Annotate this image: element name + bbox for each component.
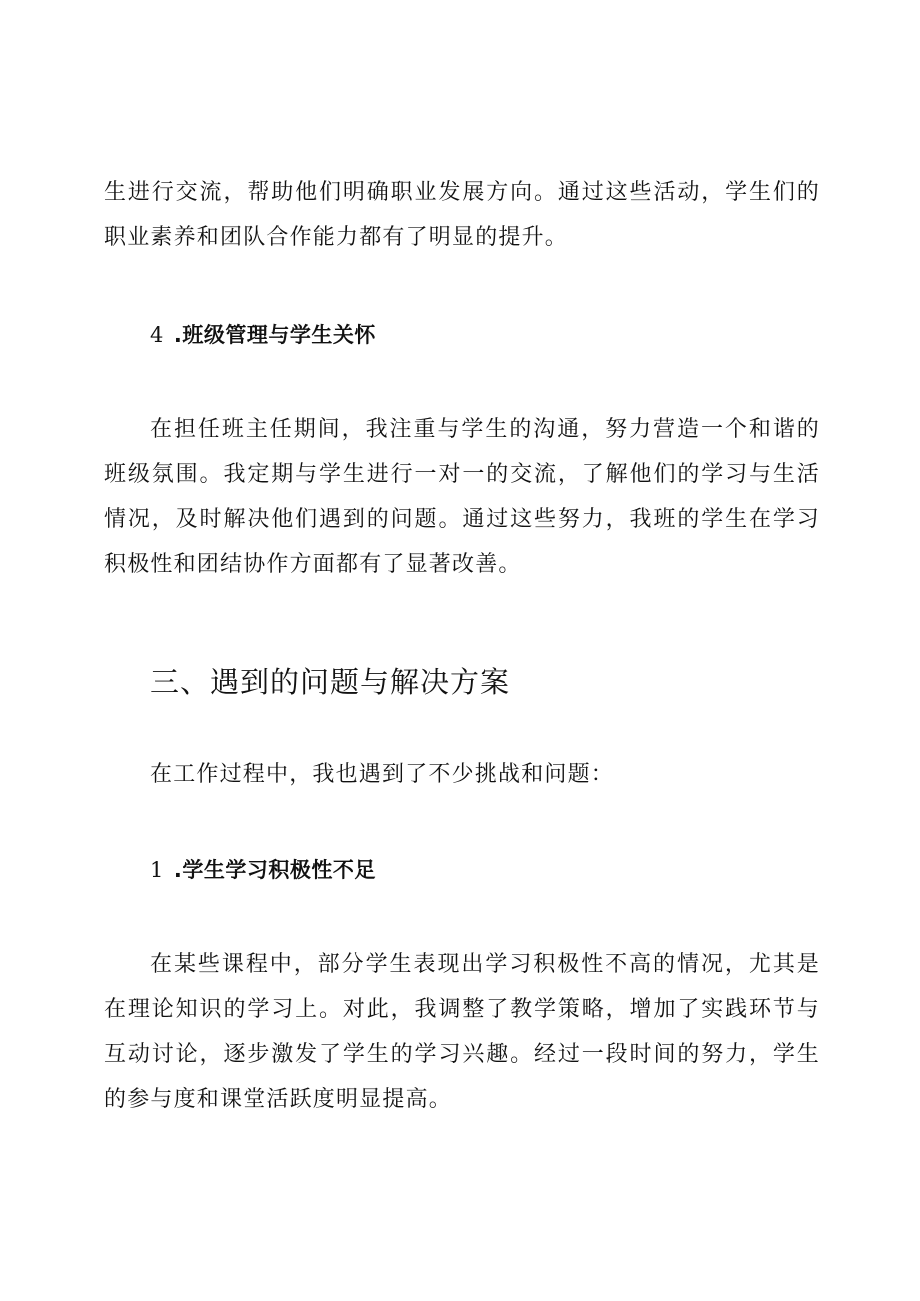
subheading-class-management (104, 320, 866, 350)
paragraph-career-activities: 生进行交流，帮助他们明确职业发展方向。通过这些活动，学生们的职业素养和团队合作能力都有了明显的提升。 (104, 180, 820, 250)
section-title-problems-solutions: 三、遇到的问题与解决方案 (150, 665, 511, 699)
paragraph-learning-motivation: 在某些课程中，部分学生表现出学习积极性不高的情况，尤其是在理论知识的学习上。对此，我调整了教学策略，增加了实践环节与互动讨论，逐步激发了学生的学习兴趣。经过一段时间的努力，学生的参与度和课堂活跃度明显提高。 (104, 952, 820, 1112)
paragraph-class-management: 在担任班主任期间，我注重与学生的沟通，努力营造一个和谐的班级氛围。我定期与学生进行一对一的交流，了解他们的学习与生活情况，及时解决他们遇到的问题。通过这些努力，我班的学生在学习积极性和团结协作方面都有了显著改善。 (104, 417, 820, 577)
subheading-text: .班级管理与学生关怀 (173, 323, 376, 347)
subheading-number: 1 (150, 858, 164, 882)
subheading-learning-motivation (104, 855, 866, 885)
subheading-text: .学生学习积极性不足 (173, 858, 376, 882)
paragraph-challenges-intro: 在工作过程中，我也遇到了不少挑战和问题： (150, 762, 615, 787)
subheading-number: 4 (150, 323, 164, 347)
